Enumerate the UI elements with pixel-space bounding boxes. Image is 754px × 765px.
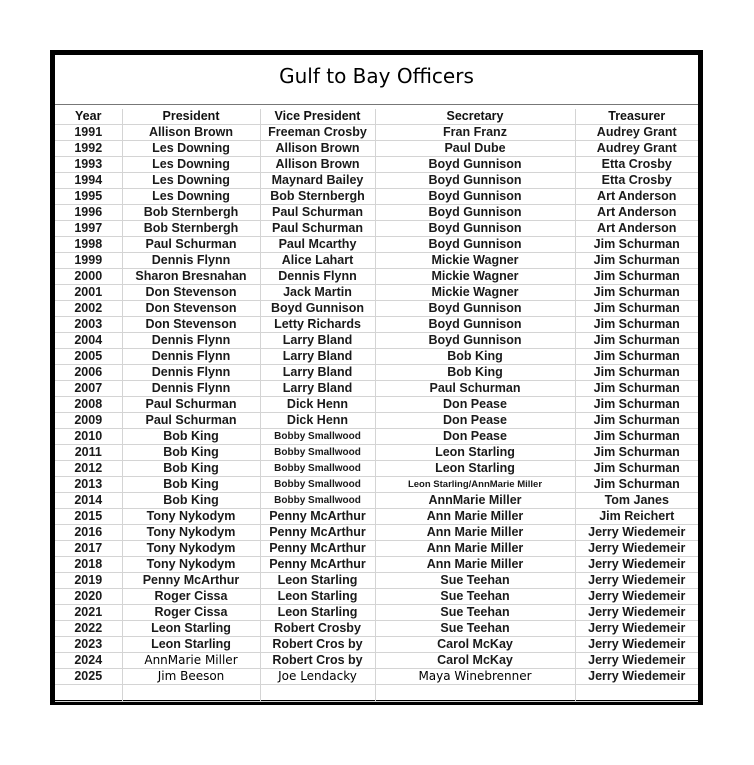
treasurer-cell: Jim Schurman [575,253,698,269]
president-cell: Les Downing [122,157,260,173]
secretary-cell: Don Pease [375,413,575,429]
president-cell: Tony Nykodym [122,557,260,573]
year-cell: 2015 [55,509,122,525]
secretary-cell: Sue Teehan [375,605,575,621]
treasurer-cell: Etta Crosby [575,173,698,189]
president-cell: Leon Starling [122,637,260,653]
year-cell: 1992 [55,141,122,157]
president-cell: Don Stevenson [122,317,260,333]
president-cell: Dennis Flynn [122,349,260,365]
treasurer-cell: Tom Janes [575,493,698,509]
year-cell: 1997 [55,221,122,237]
table-row [55,509,698,525]
secretary-cell: Bob King [375,349,575,365]
year-cell: 2024 [55,653,122,669]
table-row [55,125,698,141]
treasurer-cell: Etta Crosby [575,157,698,173]
treasurer-cell: Jerry Wiedemeir [575,541,698,557]
secretary-cell: Boyd Gunnison [375,205,575,221]
secretary-cell: Ann Marie Miller [375,557,575,573]
table-row [55,461,698,477]
page-title: Gulf to Bay Officers [279,64,474,88]
treasurer-cell: Jim Schurman [575,301,698,317]
vice-president-cell: Leon Starling [260,605,375,621]
table-row [55,621,698,637]
year-cell: 2021 [55,605,122,621]
secretary-cell: Fran Franz [375,125,575,141]
table-row [55,637,698,653]
president-cell: Paul Schurman [122,237,260,253]
table-header-row [55,109,698,125]
table-row [55,301,698,317]
empty-cell [260,685,375,702]
vice-president-cell: Robert Cros by [260,653,375,669]
secretary-cell: Leon Starling [375,461,575,477]
president-cell: Bob King [122,445,260,461]
year-cell: 2003 [55,317,122,333]
year-cell: 2013 [55,477,122,493]
vice-president-cell: Penny McArthur [260,509,375,525]
table-body [55,125,698,702]
table-row [55,397,698,413]
vice-president-cell: Allison Brown [260,157,375,173]
year-cell: 1996 [55,205,122,221]
year-cell: 2009 [55,413,122,429]
treasurer-cell: Jim Schurman [575,461,698,477]
year-cell: 2025 [55,669,122,685]
table-row [55,477,698,493]
secretary-cell: Sue Teehan [375,589,575,605]
column-header-treasurer: Treasurer [575,109,698,125]
secretary-cell: Mickie Wagner [375,285,575,301]
vice-president-cell: Bobby Smallwood [260,461,375,477]
president-cell: Jim Beeson [122,669,260,685]
table-row [55,557,698,573]
president-cell: Dennis Flynn [122,365,260,381]
secretary-cell: Sue Teehan [375,621,575,637]
vice-president-cell: Alice Lahart [260,253,375,269]
secretary-cell: Ann Marie Miller [375,509,575,525]
vice-president-cell: Penny McArthur [260,525,375,541]
year-cell: 2006 [55,365,122,381]
secretary-cell: Carol McKay [375,653,575,669]
table-row [55,333,698,349]
table-row [55,525,698,541]
treasurer-cell: Jim Schurman [575,349,698,365]
year-cell: 1995 [55,189,122,205]
president-cell: Leon Starling [122,621,260,637]
treasurer-cell: Jim Schurman [575,445,698,461]
vice-president-cell: Larry Bland [260,333,375,349]
table-row [55,189,698,205]
vice-president-cell: Robert Cros by [260,637,375,653]
table-row [55,381,698,397]
table-row [55,269,698,285]
secretary-cell: Don Pease [375,429,575,445]
year-cell: 2002 [55,301,122,317]
president-cell: Don Stevenson [122,301,260,317]
treasurer-cell: Jerry Wiedemeir [575,573,698,589]
table-row [55,157,698,173]
empty-cell [55,685,122,702]
year-cell: 2023 [55,637,122,653]
table-row [55,445,698,461]
president-cell: Bob Sternbergh [122,221,260,237]
secretary-cell: Maya Winebrenner [375,669,575,685]
year-cell: 2010 [55,429,122,445]
secretary-cell: Leon Starling [375,445,575,461]
president-cell: Tony Nykodym [122,525,260,541]
president-cell: Paul Schurman [122,397,260,413]
president-cell: Bob King [122,429,260,445]
vice-president-cell: Dick Henn [260,397,375,413]
treasurer-cell: Jim Schurman [575,333,698,349]
treasurer-cell: Jerry Wiedemeir [575,653,698,669]
treasurer-cell: Jerry Wiedemeir [575,621,698,637]
treasurer-cell: Jerry Wiedemeir [575,637,698,653]
column-header-year: Year [55,109,122,125]
secretary-cell: Boyd Gunnison [375,173,575,189]
secretary-cell: Bob King [375,365,575,381]
table-row [55,349,698,365]
year-cell: 1994 [55,173,122,189]
vice-president-cell: Bobby Smallwood [260,493,375,509]
year-cell: 2005 [55,349,122,365]
year-cell: 2014 [55,493,122,509]
column-header-president: President [122,109,260,125]
vice-president-cell: Leon Starling [260,573,375,589]
treasurer-cell: Jim Reichert [575,509,698,525]
treasurer-cell: Jim Schurman [575,413,698,429]
table-row [55,493,698,509]
treasurer-cell: Jerry Wiedemeir [575,589,698,605]
vice-president-cell: Penny McArthur [260,541,375,557]
vice-president-cell: Jack Martin [260,285,375,301]
secretary-cell: Paul Dube [375,141,575,157]
officers-document [50,50,703,705]
vice-president-cell: Dick Henn [260,413,375,429]
president-cell: Allison Brown [122,125,260,141]
president-cell: Bob King [122,493,260,509]
treasurer-cell: Jim Schurman [575,269,698,285]
president-cell: Dennis Flynn [122,333,260,349]
president-cell: Roger Cissa [122,605,260,621]
year-cell: 1999 [55,253,122,269]
table-row [55,589,698,605]
vice-president-cell: Letty Richards [260,317,375,333]
president-cell: Les Downing [122,141,260,157]
president-cell: Sharon Bresnahan [122,269,260,285]
table-row [55,221,698,237]
empty-cell [375,685,575,702]
vice-president-cell: Boyd Gunnison [260,301,375,317]
president-cell: Les Downing [122,189,260,205]
vice-president-cell: Bobby Smallwood [260,477,375,493]
secretary-cell: Ann Marie Miller [375,541,575,557]
president-cell: Penny McArthur [122,573,260,589]
vice-president-cell: Joe Lendacky [260,669,375,685]
secretary-cell: Carol McKay [375,637,575,653]
vice-president-cell: Larry Bland [260,365,375,381]
empty-cell [122,685,260,702]
vice-president-cell: Robert Crosby [260,621,375,637]
secretary-cell: Leon Starling/AnnMarie Miller [375,477,575,493]
year-cell: 2017 [55,541,122,557]
treasurer-cell: Jim Schurman [575,477,698,493]
secretary-cell: Boyd Gunnison [375,221,575,237]
treasurer-cell: Jerry Wiedemeir [575,557,698,573]
treasurer-cell: Art Anderson [575,221,698,237]
president-cell: Les Downing [122,173,260,189]
secretary-cell: Don Pease [375,397,575,413]
treasurer-cell: Jim Schurman [575,365,698,381]
year-cell: 2007 [55,381,122,397]
president-cell: Dennis Flynn [122,253,260,269]
secretary-cell: AnnMarie Miller [375,493,575,509]
vice-president-cell: Larry Bland [260,349,375,365]
vice-president-cell: Maynard Bailey [260,173,375,189]
president-cell: Roger Cissa [122,589,260,605]
treasurer-cell: Jerry Wiedemeir [575,525,698,541]
president-cell: Bob Sternbergh [122,205,260,221]
treasurer-cell: Jim Schurman [575,237,698,253]
treasurer-cell: Jim Schurman [575,317,698,333]
treasurer-cell: Art Anderson [575,189,698,205]
president-cell: Tony Nykodym [122,541,260,557]
table-row [55,317,698,333]
president-cell: Dennis Flynn [122,381,260,397]
secretary-cell: Boyd Gunnison [375,317,575,333]
president-cell: Tony Nykodym [122,509,260,525]
vice-president-cell: Freeman Crosby [260,125,375,141]
year-cell: 2012 [55,461,122,477]
column-header-secretary: Secretary [375,109,575,125]
year-cell: 2022 [55,621,122,637]
title-divider [55,104,698,105]
table-row [55,605,698,621]
table-row [55,285,698,301]
year-cell: 2011 [55,445,122,461]
treasurer-cell: Jim Schurman [575,381,698,397]
year-cell: 2004 [55,333,122,349]
vice-president-cell: Paul Schurman [260,221,375,237]
treasurer-cell: Jerry Wiedemeir [575,605,698,621]
year-cell: 2019 [55,573,122,589]
empty-row [55,685,698,702]
year-cell: 1993 [55,157,122,173]
secretary-cell: Mickie Wagner [375,269,575,285]
secretary-cell: Paul Schurman [375,381,575,397]
column-header-vice-president: Vice President [260,109,375,125]
vice-president-cell: Leon Starling [260,589,375,605]
vice-president-cell: Larry Bland [260,381,375,397]
treasurer-cell: Audrey Grant [575,141,698,157]
president-cell: Don Stevenson [122,285,260,301]
year-cell: 2018 [55,557,122,573]
table-row [55,413,698,429]
table-row [55,253,698,269]
vice-president-cell: Bobby Smallwood [260,445,375,461]
table-row [55,141,698,157]
year-cell: 2000 [55,269,122,285]
secretary-cell: Ann Marie Miller [375,525,575,541]
secretary-cell: Boyd Gunnison [375,301,575,317]
secretary-cell: Mickie Wagner [375,253,575,269]
president-cell: Bob King [122,477,260,493]
treasurer-cell: Art Anderson [575,205,698,221]
year-cell: 1991 [55,125,122,141]
secretary-cell: Boyd Gunnison [375,237,575,253]
empty-cell [575,685,698,702]
table-row [55,653,698,669]
table-row [55,541,698,557]
treasurer-cell: Jim Schurman [575,285,698,301]
vice-president-cell: Paul Mcarthy [260,237,375,253]
table-row [55,573,698,589]
table-row [55,205,698,221]
vice-president-cell: Dennis Flynn [260,269,375,285]
officers-table [55,109,698,702]
year-cell: 2020 [55,589,122,605]
president-cell: AnnMarie Miller [122,653,260,669]
secretary-cell: Boyd Gunnison [375,333,575,349]
vice-president-cell: Bob Sternbergh [260,189,375,205]
table-row [55,429,698,445]
treasurer-cell: Jim Schurman [575,397,698,413]
president-cell: Paul Schurman [122,413,260,429]
vice-president-cell: Penny McArthur [260,557,375,573]
vice-president-cell: Bobby Smallwood [260,429,375,445]
secretary-cell: Boyd Gunnison [375,189,575,205]
secretary-cell: Sue Teehan [375,573,575,589]
year-cell: 2016 [55,525,122,541]
treasurer-cell: Audrey Grant [575,125,698,141]
table-row [55,237,698,253]
year-cell: 2001 [55,285,122,301]
treasurer-cell: Jerry Wiedemeir [575,669,698,685]
president-cell: Bob King [122,461,260,477]
vice-president-cell: Paul Schurman [260,205,375,221]
year-cell: 2008 [55,397,122,413]
treasurer-cell: Jim Schurman [575,429,698,445]
table-row [55,669,698,685]
table-row [55,173,698,189]
vice-president-cell: Allison Brown [260,141,375,157]
table-row [55,365,698,381]
secretary-cell: Boyd Gunnison [375,157,575,173]
year-cell: 1998 [55,237,122,253]
